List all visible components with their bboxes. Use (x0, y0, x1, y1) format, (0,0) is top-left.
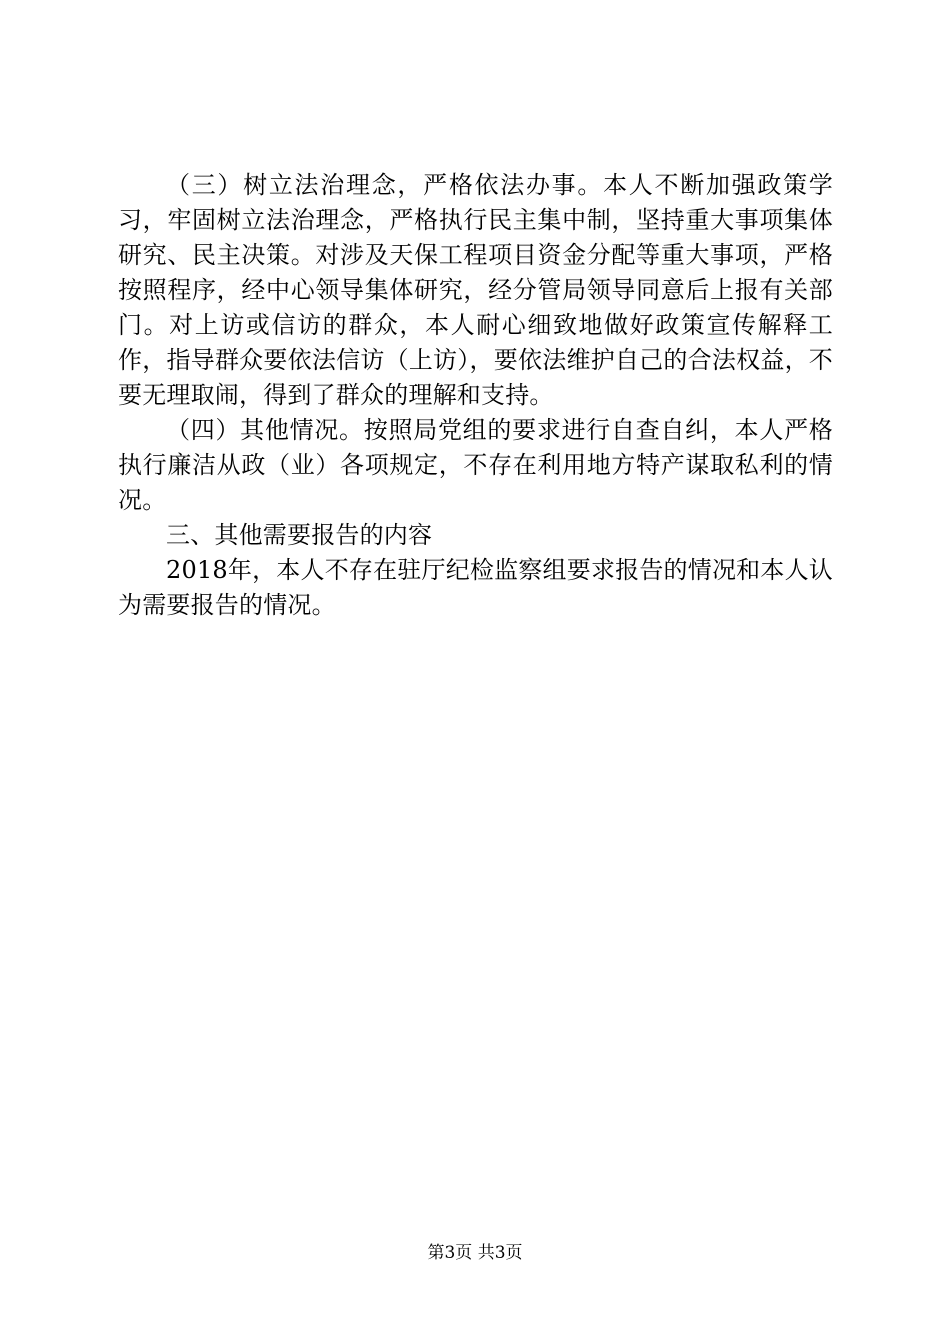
paragraph-rule-of-law: （三）树立法治理念，严格依法办事。本人不断加强政策学习，牢固树立法治理念，严格执行民主集中制，坚持重大事项集体研究、民主决策。对涉及天保工程项目资金分配等重大事项，严格按照程序，经中心领导集体研究，经分管局领导同意后上报有关部门。对上访或信访的群众，本人耐心细致地做好政策宣传解释工作，指导群众要依法信访（上访），要依法维护自己的合法权益，不要无理取闹，得到了群众的理解和支持。 (118, 171, 833, 409)
page-number-footer: 第3页 共3页 (427, 1243, 523, 1263)
paragraph-other-situations: （四）其他情况。按照局党组的要求进行自查自纠，本人严格执行廉洁从政（业）各项规定，不存在利用地方特产谋取私利的情况。 (118, 416, 833, 514)
section-heading: 三、其他需要报告的内容 (166, 521, 433, 549)
document-body (118, 168, 833, 623)
paragraph-final-statement: 2018年，本人不存在驻厅纪检监察组要求报告的情况和本人认为需要报告的情况。 (118, 556, 833, 619)
